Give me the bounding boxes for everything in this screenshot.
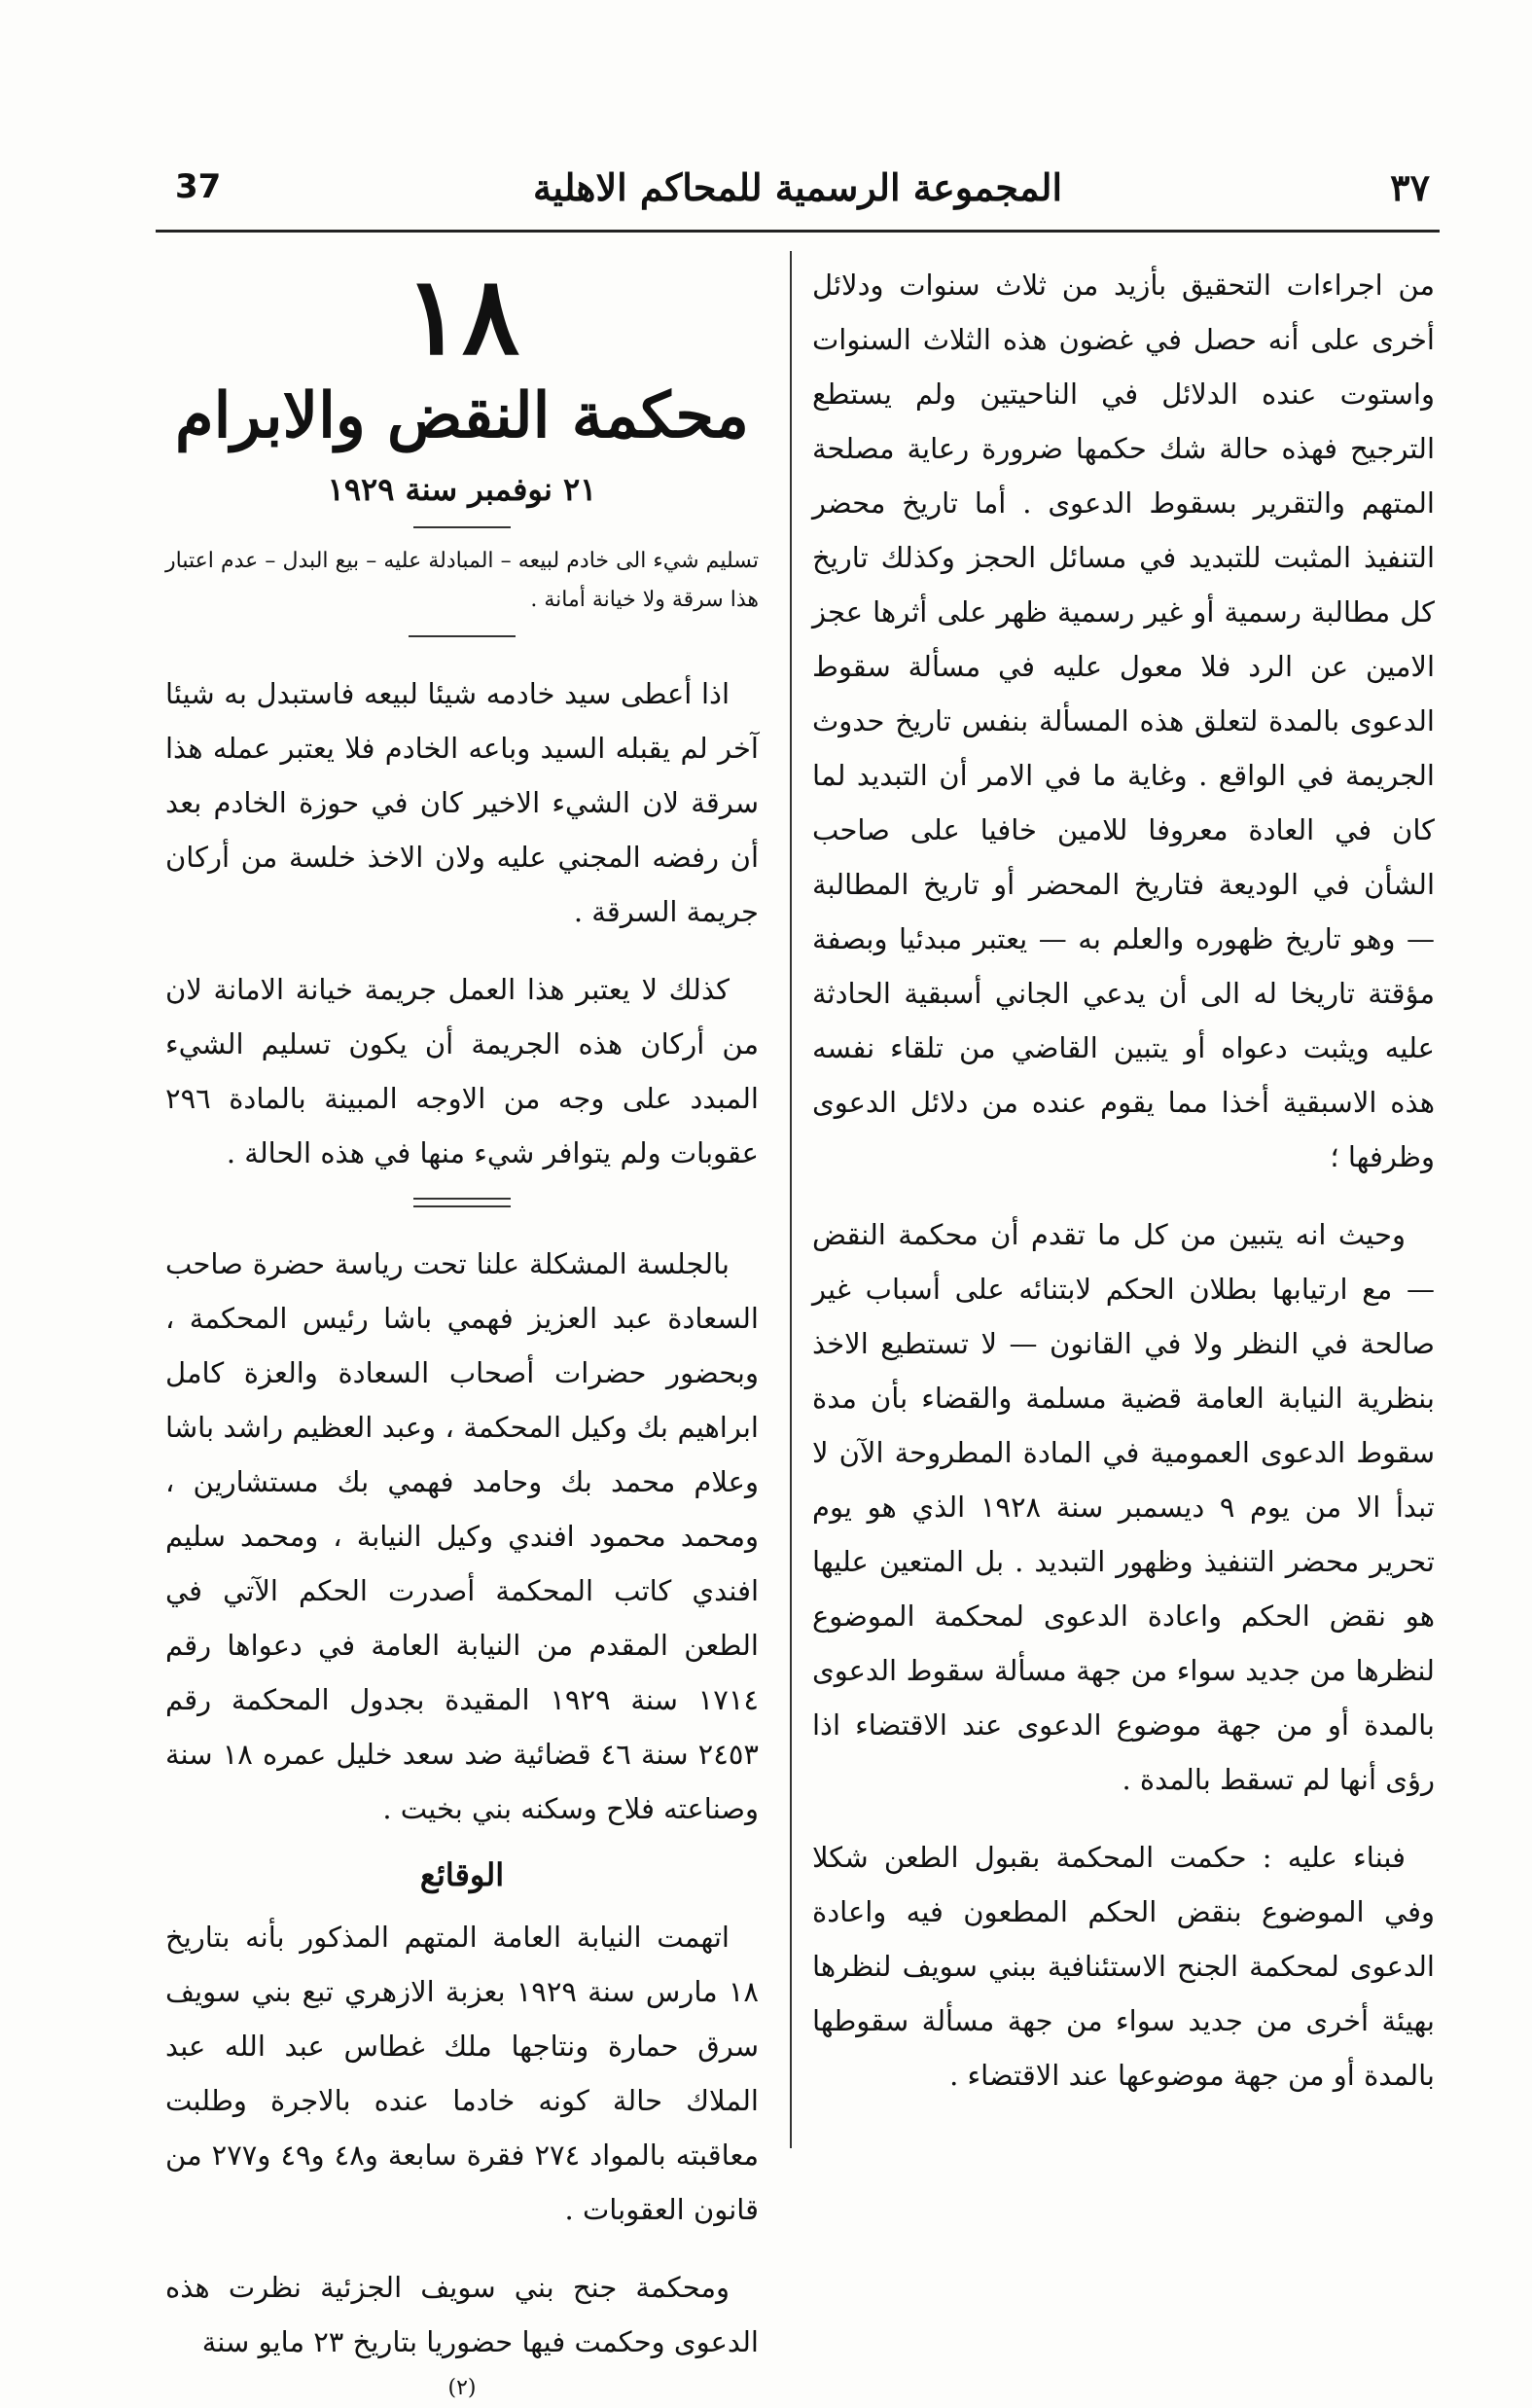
left-column bbox=[165, 253, 759, 2408]
paragraph: فبناء عليه : حكمت المحكمة بقبول الطعن شكلا وفي الموضوع بنقض الحكم المطعون فيه واعادة الدعوى لمحكمة الجنح الاستئنافية ببني سويف لنظرها بهيئة أخرى من جديد سواء من جهة مسألة سقوطها بالمدة أو من جهة موضوعها عند الاقتضاء . bbox=[812, 1841, 1435, 2092]
divider bbox=[413, 526, 511, 528]
paragraph: ومحكمة جنح بني سويف الجزئية نظرت هذه الدعوى وحكمت فيها حضوريا بتاريخ ٢٣ مايو سنة bbox=[165, 2271, 759, 2358]
court-name: محكمة النقض والابرام bbox=[175, 379, 749, 452]
divider bbox=[409, 635, 516, 637]
column-divider bbox=[790, 251, 792, 2148]
page-number-arabic: ٣٧ bbox=[1390, 165, 1430, 209]
paragraph: وحيث انه يتبين من كل ما تقدم أن محكمة النقض — مع ارتيابها بطلان الحكم لابتنائه على أسباب غير صالحة في النظر ولا في القانون — لا تستطيع الاخذ بنظرية النيابة العامة قضية مسلمة والقضاء بأن مدة سقوط الدعوى العمومية في المادة المطروحة الآن لا تبدأ الا من يوم ٩ ديسمبر سنة ١٩٢٨ الذي هو يوم تحرير محضر التنفيذ وظهور التبديد . بل المتعين عليها هو نقض الحكم واعادة الدعوى لمحكمة الموضوع لنظرها من جديد سواء من جهة مسألة سقوط الدعوى بالمدة أو من جهة موضوع الدعوى عند الاقتضاء اذا رؤى أنها لم تسقط بالمدة . bbox=[812, 1218, 1435, 1796]
double-divider bbox=[413, 1198, 511, 1207]
case-number: ١٨ bbox=[404, 253, 520, 378]
headnote-summary: تسليم شيء الى خادم لبيعه – المبادلة عليه – بيع البدل – عدم اعتبار هذا سرقة ولا خيانة أمانة . bbox=[165, 549, 759, 612]
header-rule bbox=[156, 230, 1440, 233]
right-column bbox=[812, 258, 1435, 2103]
paragraph: من اجراءات التحقيق بأزيد من ثلاث سنوات ودلائل أخرى على أنه حصل في غضون هذه الثلاث السنوات واستوت عنده الدلائل في الناحيتين ولم يستطع الترجيح فهذه حالة شك حكمها ضرورة رعاية مصلحة المتهم والتقرير بسقوط الدعوى . أما تاريخ محضر التنفيذ المثبت للتبديد في مسائل الحجز وكذلك تاريخ كل مطالبة رسمية أو غير رسمية ظهر على أثرها عجز الامين عن الرد فلا معول عليه في مسألة سقوط الدعوى بالمدة لتعلق هذه المسألة بنفس تاريخ حدوث الجريمة في الواقع . وغاية ما في الامر أن التبديد لما كان في العادة معروفا للامين خافيا على صاحب الشأن في الوديعة فتاريخ المحضر أو تاريخ المطالبة — وهو تاريخ ظهوره والعلم به — يعتبر مبدئيا وبصفة مؤقتة تاريخا له الى أن يدعي الجاني أسبقية الحادثة عليه ويثبت دعواه أو يتبين القاضي من تلقاء نفسه هذه الاسبقية أخذا مما يقوم عنده من دلائل الدعوى وظرفها ؛ bbox=[812, 269, 1435, 1173]
footnote-marker: (٢) bbox=[447, 2376, 477, 2400]
paragraph: اتهمت النيابة العامة المتهم المذكور بأنه بتاريخ ١٨ مارس سنة ١٩٢٩ بعزبة الازهري تبع بني سويف سرق حمارة ونتاجها ملك غطاس عبد الله عبد الملاك حالة كونه خادما عنده بالاجرة وطلبت معاقبته بالمواد ٢٧٤ فقرة سابعة و٤٨ و٤٩ و٢٧٧ من قانون العقوبات . bbox=[165, 1921, 759, 2226]
running-title: المجموعة الرسمية للمحاكم الاهلية bbox=[532, 165, 1063, 209]
judgment-date: ٢١ نوفمبر سنة ١٩٢٩ bbox=[327, 471, 597, 508]
section-heading: الوقائع bbox=[419, 1856, 505, 1893]
page-number-latin: 37 bbox=[175, 167, 222, 206]
paragraph: اذا أعطى سيد خادمه شيئا لبيعه فاستبدل به شيئا آخر لم يقبله السيد وباعه الخادم فلا يعتبر عمله هذا سرقة لان الشيء الاخير كان في حوزة الخادم بعد أن رفضه المجني عليه ولان الاخذ خلسة من أركان جريمة السرقة . bbox=[165, 677, 759, 928]
page-header bbox=[156, 165, 1440, 224]
paragraph: كذلك لا يعتبر هذا العمل جريمة خيانة الامانة لان من أركان هذه الجريمة أن يكون تسليم الشيء المبدد على وجه من الاوجه المبينة بالمادة ٢٩٦ عقوبات ولم يتوافر شيء منها في هذه الحالة . bbox=[165, 973, 759, 1169]
paragraph: بالجلسة المشكلة علنا تحت رياسة حضرة صاحب السعادة عبد العزيز فهمي باشا رئيس المحكمة ، وبحضور حضرات أصحاب السعادة والعزة كامل ابراهيم بك وكيل المحكمة ، وعبد العظيم راشد باشا وعلام محمد بك وحامد فهمي بك مستشارين ، ومحمد محمود افندي وكيل النيابة ، ومحمد سليم افندي كاتب المحكمة أصدرت الحكم الآتي في الطعن المقدم من النيابة العامة في دعواها رقم ١٧١٤ سنة ١٩٢٩ المقيدة بجدول المحكمة رقم ٢٤٥٣ سنة ٤٦ قضائية ضد سعد خليل عمره ١٨ سنة وصناعته فلاح وسكنه بني بخيت . bbox=[165, 1247, 759, 1825]
